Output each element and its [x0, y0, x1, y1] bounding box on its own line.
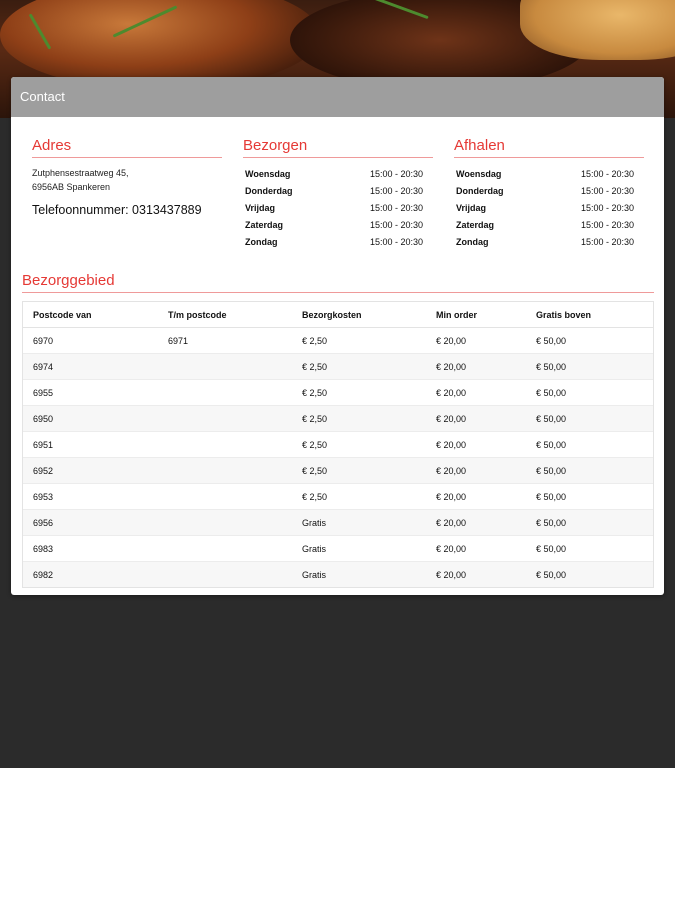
table-cell [158, 536, 292, 562]
table-row [23, 536, 653, 562]
day-label: Woensdag [245, 169, 291, 179]
column-header: T/m postcode [158, 302, 292, 328]
column-header: Gratis boven [526, 302, 653, 328]
table-cell: Gratis [292, 562, 426, 588]
day-label: Woensdag [456, 169, 502, 179]
time-label: 15:00 - 20:30 [580, 203, 634, 213]
table-cell: € 20,00 [426, 406, 526, 432]
table-cell: € 2,50 [292, 328, 426, 354]
table-cell: € 20,00 [426, 354, 526, 380]
table-cell: 6956 [23, 510, 158, 536]
table-cell: € 20,00 [426, 380, 526, 406]
table-cell [158, 406, 292, 432]
table-cell: € 20,00 [426, 328, 526, 354]
table-cell: € 20,00 [426, 432, 526, 458]
table-row [23, 432, 653, 458]
day-label: Vrijdag [245, 203, 276, 213]
table-row [23, 484, 653, 510]
time-label: 15:00 - 20:30 [580, 169, 634, 179]
table-row [23, 510, 653, 536]
phone-number[interactable]: Telefoonnummer: 0313437889 [32, 203, 202, 217]
table-cell: 6971 [158, 328, 292, 354]
delivery-hours-row [243, 183, 433, 200]
table-cell: € 2,50 [292, 380, 426, 406]
table-cell: € 20,00 [426, 458, 526, 484]
table-cell: 6951 [23, 432, 158, 458]
table-cell: 6953 [23, 484, 158, 510]
time-label: 15:00 - 20:30 [580, 237, 634, 247]
table-cell: € 2,50 [292, 406, 426, 432]
table-cell: € 2,50 [292, 354, 426, 380]
column-header: Min order [426, 302, 526, 328]
table-row [23, 458, 653, 484]
table-row [23, 328, 653, 354]
table-cell: 6952 [23, 458, 158, 484]
day-label: Donderdag [245, 186, 293, 196]
time-label: 15:00 - 20:30 [580, 186, 634, 196]
time-label: 15:00 - 20:30 [369, 220, 423, 230]
table-cell [158, 484, 292, 510]
pickup-hours-row [454, 234, 644, 251]
table-cell [158, 562, 292, 588]
table-cell [158, 458, 292, 484]
address-title: Adres [32, 137, 222, 158]
table-cell: € 2,50 [292, 458, 426, 484]
table-row [23, 562, 653, 588]
delivery-area-table [22, 301, 654, 588]
table-cell: 6983 [23, 536, 158, 562]
delivery-hours-row [243, 166, 433, 183]
table-cell: 6970 [23, 328, 158, 354]
table-cell: 6955 [23, 380, 158, 406]
delivery-hours-row [243, 234, 433, 251]
pickup-hours-row [454, 166, 644, 183]
table-cell [158, 432, 292, 458]
day-label: Donderdag [456, 186, 504, 196]
time-label: 15:00 - 20:30 [369, 169, 423, 179]
table-cell: € 20,00 [426, 562, 526, 588]
card-title: Contact [11, 77, 664, 117]
delivery-title: Bezorgen [243, 137, 433, 158]
table-row [23, 380, 653, 406]
table-cell: € 50,00 [526, 458, 653, 484]
delivery-hours-row [243, 217, 433, 234]
table-row [23, 406, 653, 432]
table-cell: € 2,50 [292, 484, 426, 510]
table-cell: 6950 [23, 406, 158, 432]
table-header-row [23, 302, 653, 328]
day-label: Vrijdag [456, 203, 487, 213]
table-cell: € 50,00 [526, 328, 653, 354]
delivery-column [243, 137, 433, 251]
table-body [23, 328, 653, 588]
table-cell: € 50,00 [526, 432, 653, 458]
contact-card [11, 77, 664, 595]
table-cell [158, 380, 292, 406]
pickup-hours-row [454, 217, 644, 234]
table-cell: Gratis [292, 536, 426, 562]
pickup-hours-row [454, 183, 644, 200]
pickup-hours-row [454, 200, 644, 217]
address-line-2: 6956AB Spankeren [32, 182, 111, 192]
column-header: Postcode van [23, 302, 158, 328]
table-cell: € 50,00 [526, 380, 653, 406]
table-cell: € 20,00 [426, 510, 526, 536]
table-cell [158, 354, 292, 380]
day-label: Zondag [456, 237, 489, 247]
table-cell: € 50,00 [526, 484, 653, 510]
day-label: Zondag [245, 237, 278, 247]
table-cell: € 50,00 [526, 354, 653, 380]
pickup-column [454, 137, 644, 251]
address-column [32, 137, 222, 217]
pickup-title: Afhalen [454, 137, 644, 158]
address-line-1: Zutphensestraatweg 45, [32, 168, 129, 178]
table-cell: 6982 [23, 562, 158, 588]
table-cell: 6974 [23, 354, 158, 380]
delivery-hours-row [243, 200, 433, 217]
table-row [23, 354, 653, 380]
table-cell: € 20,00 [426, 484, 526, 510]
table-cell: € 20,00 [426, 536, 526, 562]
time-label: 15:00 - 20:30 [369, 186, 423, 196]
table-cell: € 50,00 [526, 406, 653, 432]
time-label: 15:00 - 20:30 [369, 203, 423, 213]
column-header: Bezorgkosten [292, 302, 426, 328]
table-cell: € 2,50 [292, 432, 426, 458]
table-cell: € 50,00 [526, 536, 653, 562]
day-label: Zaterdag [456, 220, 495, 230]
day-label: Zaterdag [245, 220, 284, 230]
table-cell [158, 510, 292, 536]
table-cell: € 50,00 [526, 562, 653, 588]
time-label: 15:00 - 20:30 [580, 220, 634, 230]
table-cell: Gratis [292, 510, 426, 536]
time-label: 15:00 - 20:30 [369, 237, 423, 247]
table-cell: € 50,00 [526, 510, 653, 536]
delivery-area-title: Bezorggebied [22, 272, 654, 293]
